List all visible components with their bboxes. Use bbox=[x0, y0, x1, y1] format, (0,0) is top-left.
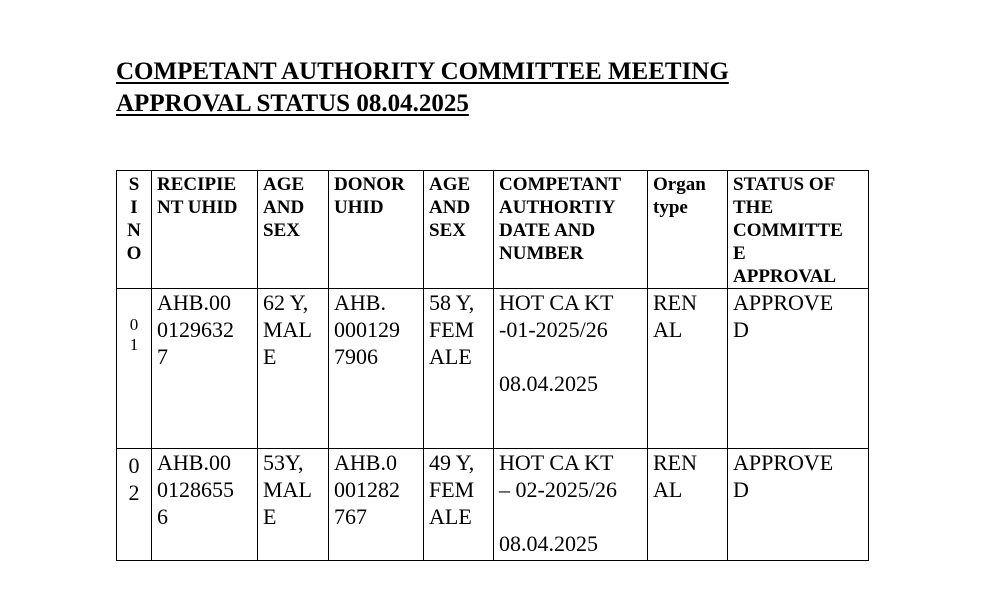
header-recipient-uhid: RECIPIE NT UHID bbox=[152, 171, 258, 289]
cell-status: APPROVE D bbox=[728, 289, 869, 449]
cell-donor-age-sex: 58 Y, FEM ALE bbox=[424, 289, 494, 449]
line-gap bbox=[499, 503, 642, 530]
cell-recipient-uhid: AHB.00 0129632 7 bbox=[152, 289, 258, 449]
cell-status: APPROVE D bbox=[728, 449, 869, 561]
header-recipient-age-sex: AGE AND SEX bbox=[258, 171, 329, 289]
table-header-row bbox=[117, 171, 869, 289]
line-gap bbox=[499, 343, 642, 370]
document-title bbox=[116, 56, 729, 120]
header-ca-date-number: COMPETANT AUTHORTIY DATE AND NUMBER bbox=[494, 171, 648, 289]
header-status: STATUS OF THE COMMITTE E APPROVAL bbox=[728, 171, 869, 289]
title-line-2: APPROVAL STATUS 08.04.2025 bbox=[116, 90, 469, 117]
cell-recipient-uhid: AHB.00 0128655 6 bbox=[152, 449, 258, 561]
cell-donor-uhid: AHB. 000129 7906 bbox=[329, 289, 424, 449]
cell-ca-date-number: HOT CA KT – 02-2025/26 08.04.2025 bbox=[494, 449, 648, 561]
table-row bbox=[117, 289, 869, 449]
cell-donor-age-sex: 49 Y, FEM ALE bbox=[424, 449, 494, 561]
cell-sino: 0 1 bbox=[117, 289, 152, 449]
cell-ca-date-number: HOT CA KT -01-2025/26 08.04.2025 bbox=[494, 289, 648, 449]
title-line-1: COMPETANT AUTHORITY COMMITTEE MEETING bbox=[116, 58, 729, 85]
cell-recipient-age-sex: 53Y, MAL E bbox=[258, 449, 329, 561]
approval-status-table bbox=[116, 170, 869, 561]
header-sino: S I N O bbox=[117, 171, 152, 289]
header-organ-type: Organ type bbox=[648, 171, 728, 289]
cell-organ-type: REN AL bbox=[648, 449, 728, 561]
header-donor-uhid: DONOR UHID bbox=[329, 171, 424, 289]
cell-donor-uhid: AHB.0 001282 767 bbox=[329, 449, 424, 561]
header-donor-age-sex: AGE AND SEX bbox=[424, 171, 494, 289]
cell-recipient-age-sex: 62 Y, MAL E bbox=[258, 289, 329, 449]
cell-sino: 0 2 bbox=[117, 449, 152, 561]
table-row bbox=[117, 449, 869, 561]
cell-organ-type: REN AL bbox=[648, 289, 728, 449]
